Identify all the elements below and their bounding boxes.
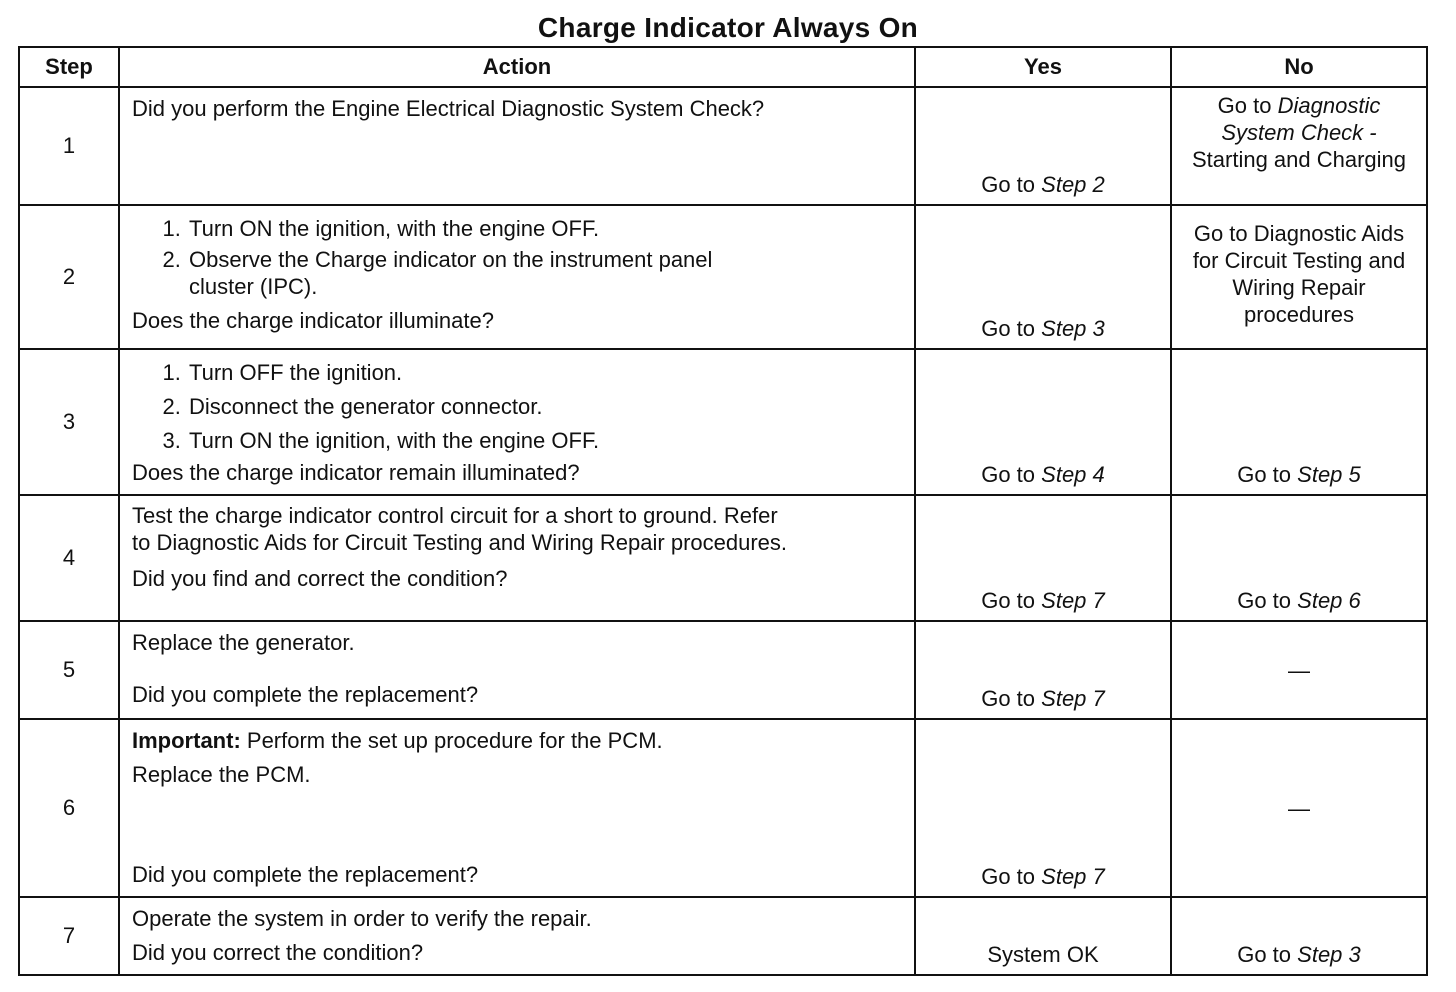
yes-step-link[interactable]: Step 3 — [1041, 316, 1105, 341]
no-cell — [1171, 621, 1427, 719]
action-steps — [132, 356, 902, 458]
action-step: 1. Turn OFF the ignition. — [187, 356, 902, 390]
yes-step-link[interactable]: Step 2 — [1041, 172, 1105, 197]
yes-cell — [915, 349, 1171, 495]
action-text: Test the charge indicator control circuit for a short to ground. Refer to Diagnostic Aids for Circuit Testing and Wiring Repair procedures. — [132, 503, 788, 555]
action-question: Did you correct the condition? — [132, 940, 424, 965]
yes-cell — [915, 719, 1171, 897]
yes-prefix: Go to — [981, 316, 1036, 341]
yes-step-link[interactable]: Step 4 — [1041, 462, 1105, 487]
action-text: Operate the system in order to verify the repair. — [132, 906, 592, 931]
header-yes: Yes — [915, 47, 1171, 87]
no-dash: — — [1288, 657, 1310, 683]
diagnostic-table — [18, 46, 1428, 976]
no-cell — [1171, 495, 1427, 621]
action-cell — [119, 349, 915, 495]
no-prefix: Go to — [1237, 588, 1292, 613]
action-step: 3. Turn ON the ignition, with the engine OFF. — [187, 424, 902, 458]
action-text: Replace the generator. — [132, 630, 355, 655]
no-step-link[interactable]: Step 3 — [1297, 942, 1361, 967]
action-cell — [119, 897, 915, 975]
action-cell — [119, 621, 915, 719]
important-text: Perform the set up procedure for the PCM. — [246, 728, 663, 753]
yes-prefix: Go to — [981, 686, 1036, 711]
step-number: 7 — [19, 897, 119, 975]
action-cell — [119, 495, 915, 621]
header-step: Step — [19, 47, 119, 87]
action-cell — [119, 205, 915, 349]
no-step-link[interactable]: Diagnostic System Check - — [1221, 93, 1381, 145]
table-row — [19, 495, 1427, 621]
yes-prefix: Go to — [981, 172, 1036, 197]
yes-step-link[interactable]: Step 7 — [1041, 588, 1105, 613]
no-cell — [1171, 719, 1427, 897]
yes-prefix: Go to — [981, 462, 1036, 487]
action-question: Did you complete the replacement? — [132, 862, 479, 887]
no-prefix: Go to — [1217, 93, 1272, 118]
no-prefix: Go to — [1237, 942, 1292, 967]
yes-step-link[interactable]: Step 7 — [1041, 864, 1105, 889]
important-label: Important: — [132, 728, 241, 753]
table-row — [19, 87, 1427, 205]
action-question: Does the charge indicator illuminate? — [132, 308, 494, 333]
no-cell — [1171, 349, 1427, 495]
table-row — [19, 897, 1427, 975]
no-cell — [1171, 897, 1427, 975]
table-row — [19, 719, 1427, 897]
yes-cell — [915, 205, 1171, 349]
yes-step-link[interactable]: Step 7 — [1041, 686, 1105, 711]
table-header-row — [19, 47, 1427, 87]
spacer — [132, 790, 902, 860]
action-cell — [119, 87, 915, 205]
no-text[interactable]: Go to Diagnostic Aids for Circuit Testing and Wiring Repair procedures — [1192, 221, 1406, 327]
action-text: Replace the PCM. — [132, 762, 311, 787]
action-cell — [119, 719, 915, 897]
page-title: Charge Indicator Always On — [537, 12, 919, 43]
step-number: 6 — [19, 719, 119, 897]
yes-cell — [915, 621, 1171, 719]
step-number: 1 — [19, 87, 119, 205]
step-number: 2 — [19, 205, 119, 349]
table-row — [19, 205, 1427, 349]
action-step: 1. Turn ON the ignition, with the engine OFF. — [187, 212, 902, 246]
step-number: 5 — [19, 621, 119, 719]
table-row — [19, 349, 1427, 495]
no-step-link[interactable]: Step 5 — [1297, 462, 1361, 487]
no-step-link[interactable]: Step 6 — [1297, 588, 1361, 613]
action-step: 2. Disconnect the generator connector. — [187, 390, 902, 424]
action-question: Did you complete the replacement? — [132, 682, 479, 707]
no-cell — [1171, 205, 1427, 349]
no-cell — [1171, 87, 1427, 205]
important-note — [132, 726, 902, 756]
table-row — [19, 621, 1427, 719]
yes-prefix: Go to — [981, 864, 1036, 889]
action-steps — [132, 212, 902, 300]
action-question: Did you find and correct the condition? — [132, 566, 508, 591]
no-dash: — — [1288, 795, 1310, 821]
yes-cell — [915, 87, 1171, 205]
yes-result: System OK — [987, 942, 1099, 967]
no-prefix: Go to — [1237, 462, 1292, 487]
no-text: Starting and Charging — [1191, 147, 1407, 172]
header-action: Action — [119, 47, 915, 87]
yes-cell — [915, 495, 1171, 621]
header-no: No — [1171, 47, 1427, 87]
yes-cell — [915, 897, 1171, 975]
action-question: Did you perform the Engine Electrical Diagnostic System Check? — [132, 96, 765, 121]
action-question: Does the charge indicator remain illuminated? — [132, 460, 580, 485]
step-number: 4 — [19, 495, 119, 621]
yes-prefix: Go to — [981, 588, 1036, 613]
action-step: 2. Observe the Charge indicator on the instrument panel cluster (IPC). — [187, 246, 902, 300]
step-number: 3 — [19, 349, 119, 495]
